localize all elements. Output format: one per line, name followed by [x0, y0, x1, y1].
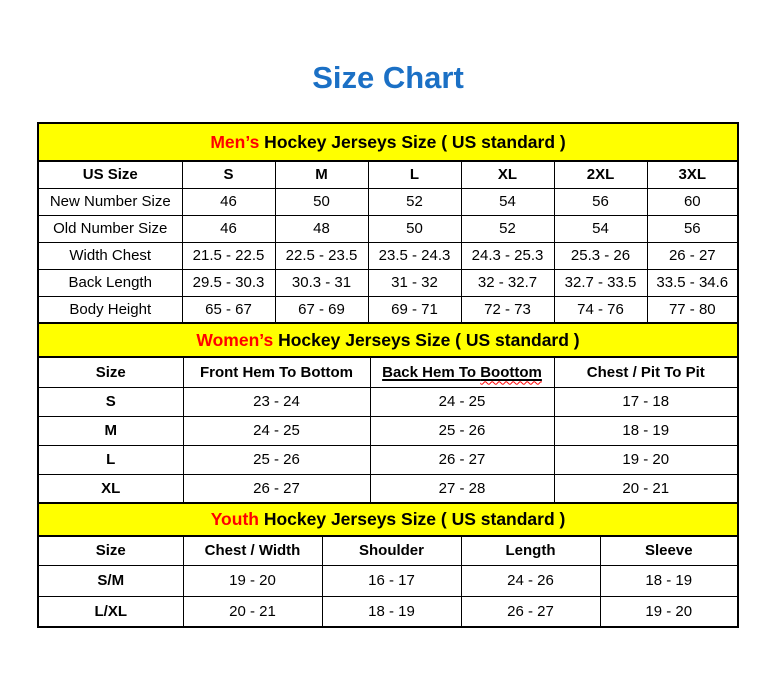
- header-cell-front-hem-to-bottom: Front Hem To Bottom: [183, 357, 370, 387]
- value-cell: 24 - 25: [183, 416, 370, 445]
- value-cell: 19 - 20: [600, 596, 738, 627]
- mens-banner: [38, 123, 738, 161]
- banner-highlight-label: Women’s: [196, 329, 274, 350]
- header-cell-chest-pit-to-pit: Chest / Pit To Pit: [554, 357, 738, 387]
- row-label: New Number Size: [38, 188, 182, 215]
- value-cell: 16 - 17: [322, 565, 461, 596]
- value-cell: 25 - 26: [183, 445, 370, 474]
- row-label: Old Number Size: [38, 215, 182, 242]
- header-cell-sleeve: Sleeve: [600, 536, 738, 565]
- value-cell: 30.3 - 31: [275, 269, 368, 296]
- value-cell: 18 - 19: [554, 416, 738, 445]
- value-cell: 24.3 - 25.3: [461, 242, 554, 269]
- value-cell: 27 - 28: [370, 474, 554, 503]
- value-cell: 26 - 27: [183, 474, 370, 503]
- header-cell-back-hem-to-boottom: [370, 357, 554, 387]
- mens-row-body-height: [38, 296, 738, 323]
- value-cell: 50: [368, 215, 461, 242]
- value-cell: 32 - 32.7: [461, 269, 554, 296]
- row-label: Width Chest: [38, 242, 182, 269]
- value-cell: 20 - 21: [183, 596, 322, 627]
- value-cell: 56: [554, 188, 647, 215]
- youth-size-table: [37, 502, 739, 628]
- page-title: Size Chart: [312, 60, 464, 95]
- size-tables-container: [37, 122, 737, 628]
- value-cell: 56: [647, 215, 738, 242]
- value-cell: 18 - 19: [322, 596, 461, 627]
- banner-highlight-label: Youth: [210, 509, 259, 530]
- mens-row-new-number-size: [38, 188, 738, 215]
- value-cell: 69 - 71: [368, 296, 461, 323]
- value-cell: 74 - 76: [554, 296, 647, 323]
- value-cell: 65 - 67: [182, 296, 275, 323]
- value-cell: 60: [647, 188, 738, 215]
- value-cell: 19 - 20: [554, 445, 738, 474]
- value-cell: 50: [275, 188, 368, 215]
- youth-banner-row: [38, 503, 738, 536]
- value-cell: 21.5 - 22.5: [182, 242, 275, 269]
- value-cell: 23 - 24: [183, 387, 370, 416]
- youth-header-row: [38, 536, 738, 565]
- row-label: L: [38, 445, 183, 474]
- value-cell: 18 - 19: [600, 565, 738, 596]
- header-cell-3xl: 3XL: [647, 161, 738, 188]
- header-cell-shoulder: Shoulder: [322, 536, 461, 565]
- womens-banner-row: [38, 323, 738, 357]
- header-cell-size: Size: [38, 357, 183, 387]
- value-cell: 25.3 - 26: [554, 242, 647, 269]
- value-cell: 26 - 27: [647, 242, 738, 269]
- mens-row-back-length: [38, 269, 738, 296]
- value-cell: 25 - 26: [370, 416, 554, 445]
- value-cell: 33.5 - 34.6: [647, 269, 738, 296]
- value-cell: 54: [554, 215, 647, 242]
- header-cell-s: S: [182, 161, 275, 188]
- youth-banner: [38, 503, 738, 536]
- row-label: Body Height: [38, 296, 182, 323]
- value-cell: 54: [461, 188, 554, 215]
- value-cell: 67 - 69: [275, 296, 368, 323]
- value-cell: 26 - 27: [370, 445, 554, 474]
- womens-row-l: [38, 445, 738, 474]
- value-cell: 23.5 - 24.3: [368, 242, 461, 269]
- value-cell: 26 - 27: [461, 596, 600, 627]
- value-cell: 72 - 73: [461, 296, 554, 323]
- youth-row-s-m: [38, 565, 738, 596]
- header-cell-xl: XL: [461, 161, 554, 188]
- header-cell-chest-width: Chest / Width: [183, 536, 322, 565]
- womens-size-table: [37, 322, 739, 504]
- mens-header-row: [38, 161, 738, 188]
- value-cell: 19 - 20: [183, 565, 322, 596]
- womens-header-row: [38, 357, 738, 387]
- row-label: L/XL: [38, 596, 183, 627]
- value-cell: 17 - 18: [554, 387, 738, 416]
- header-cell-length: Length: [461, 536, 600, 565]
- value-cell: 22.5 - 23.5: [275, 242, 368, 269]
- value-cell: 24 - 26: [461, 565, 600, 596]
- value-cell: 52: [461, 215, 554, 242]
- value-cell: 48: [275, 215, 368, 242]
- womens-banner: [38, 323, 738, 357]
- value-cell: 32.7 - 33.5: [554, 269, 647, 296]
- underlined-header-label: Back Hem To Boottom: [382, 363, 542, 381]
- row-label: Back Length: [38, 269, 182, 296]
- header-cell-2xl: 2XL: [554, 161, 647, 188]
- value-cell: 77 - 80: [647, 296, 738, 323]
- mens-row-width-chest: [38, 242, 738, 269]
- youth-row-l-xl: [38, 596, 738, 627]
- value-cell: 46: [182, 215, 275, 242]
- row-label: S: [38, 387, 183, 416]
- value-cell: 24 - 25: [370, 387, 554, 416]
- misspelled-word: Boottom: [480, 363, 542, 381]
- banner-rest-label: Hockey Jerseys Size ( US standard ): [259, 131, 566, 152]
- womens-row-xl: [38, 474, 738, 503]
- row-label: S/M: [38, 565, 183, 596]
- mens-size-table: [37, 122, 739, 324]
- header-cell-us-size: US Size: [38, 161, 182, 188]
- womens-row-m: [38, 416, 738, 445]
- mens-banner-row: [38, 123, 738, 161]
- value-cell: 31 - 32: [368, 269, 461, 296]
- header-cell-l: L: [368, 161, 461, 188]
- banner-rest-label: Hockey Jerseys Size ( US standard ): [258, 509, 566, 530]
- banner-rest-label: Hockey Jerseys Size ( US standard ): [273, 329, 580, 350]
- mens-row-old-number-size: [38, 215, 738, 242]
- row-label: XL: [38, 474, 183, 503]
- value-cell: 20 - 21: [554, 474, 738, 503]
- row-label: M: [38, 416, 183, 445]
- header-cell-size: Size: [38, 536, 183, 565]
- womens-row-s: [38, 387, 738, 416]
- banner-highlight-label: Men’s: [210, 131, 260, 152]
- value-cell: 29.5 - 30.3: [182, 269, 275, 296]
- header-cell-m: M: [275, 161, 368, 188]
- value-cell: 46: [182, 188, 275, 215]
- value-cell: 52: [368, 188, 461, 215]
